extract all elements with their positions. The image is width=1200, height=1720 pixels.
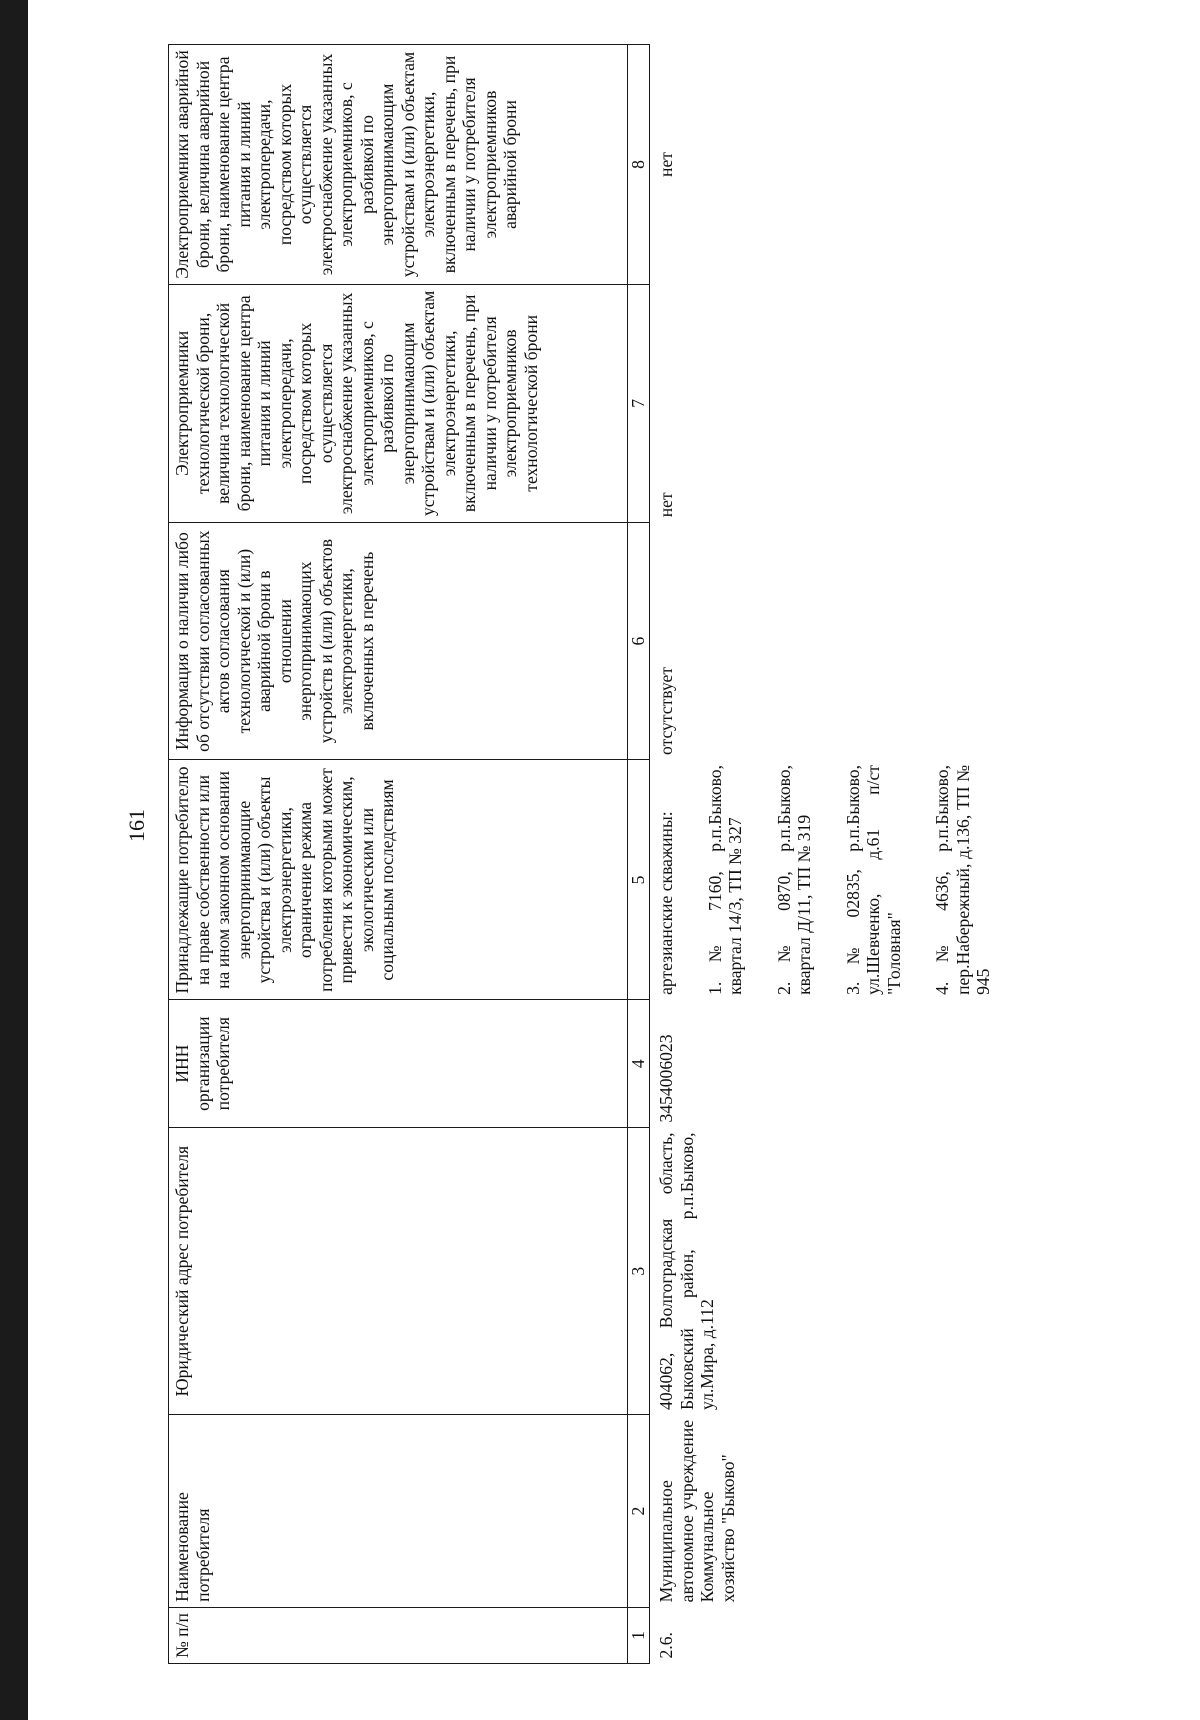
device-item: 1. № 7160, р.п.Быково, квартал 14/3, ТП № 327 — [704, 765, 745, 995]
header-col-1: № п/п — [169, 1607, 628, 1663]
column-number-row — [628, 45, 650, 1664]
header-col-7: Электроприемники технологической брони, величина технологической брони, наименование центра питания и линий электропередачи, посредством которых осуществляется электроснабжение указанных электроприемников, с разбивкой по энергопринимающим устройствам и (или) объектам электроэнергетики, включенным в перечень, при наличии у потребителя электроприемников технологической брони — [169, 284, 628, 522]
header-col-8: Электроприемники аварийной брони, величина аварийной брони, наименование центра питания и линий электропередачи, посредством которых осуществляется электроснабжение указанных электроприемников, с разбивкой по энергопринимающим устройствам и (или) объектам электроэнергетики, включенным в перечень, при наличии у потребителя электроприемников аварийной брони — [169, 45, 628, 285]
device-item: 3. № 02835, р.п.Быково, ул.Шевченко, д.61 п/ст "Головная" — [842, 765, 904, 995]
header-col-4: ИНН организации потребителя — [169, 1000, 628, 1128]
column-number: 4 — [628, 1000, 650, 1128]
header-col-2: Наименование потребителя — [169, 1415, 628, 1607]
avar-bron-value: нет — [650, 45, 1180, 285]
tech-bron-value: нет — [650, 284, 1180, 522]
row-number: 2.6. — [650, 1607, 1180, 1663]
header-col-3: Юридический адрес потребителя — [169, 1127, 628, 1414]
consumer-inn: 3454006023 — [650, 1000, 1180, 1128]
rotated-table-sheet — [168, 44, 1200, 1664]
column-number: 1 — [628, 1607, 650, 1663]
column-number: 5 — [628, 760, 650, 1000]
consumer-address: 404062, Волгоградская область, Быковский район, р.п.Быково, ул.Мира, д.112 — [650, 1127, 1180, 1414]
column-number: 7 — [628, 284, 650, 522]
consumer-table — [168, 44, 1179, 1664]
device-item: 4. № 4636, р.п.Быково, пер.Набережный, д.136, ТП № 945 — [932, 765, 993, 995]
column-number: 2 — [628, 1415, 650, 1607]
consumer-name: Муниципальное автономное учреждение Коммунальное хозяйство "Быково" — [650, 1415, 1180, 1607]
consumer-devices — [650, 760, 1180, 1000]
devices-intro: артезианские скважины: — [656, 811, 676, 995]
column-number: 8 — [628, 45, 650, 285]
page-number: 161 — [124, 809, 149, 842]
scan-edge — [0, 0, 28, 1720]
column-number: 3 — [628, 1127, 650, 1414]
device-item: 2. № 0870, р.п.Быково, квартал Д/11, ТП № 319 — [773, 765, 814, 995]
header-col-5: Принадлежащие потребителю на праве собственности или на ином законном основании энергопринимающие устройства и (или) объекты электроэнергетики, ограничение режима потребления которыми может привести к экономическим, экологическим или социальным последствиям — [169, 760, 628, 1000]
table-row — [650, 45, 1180, 1664]
column-number: 6 — [628, 522, 650, 760]
header-col-6: Информация о наличии либо об отсутствии согласованных актов согласования технологической и (или) аварийной брони в отношении энергопринимающих устройств и (или) объектов электроэнергетики, включенных в перечень — [169, 522, 628, 760]
header-row — [169, 45, 628, 1664]
acts-status: отсутствует — [650, 522, 1180, 760]
